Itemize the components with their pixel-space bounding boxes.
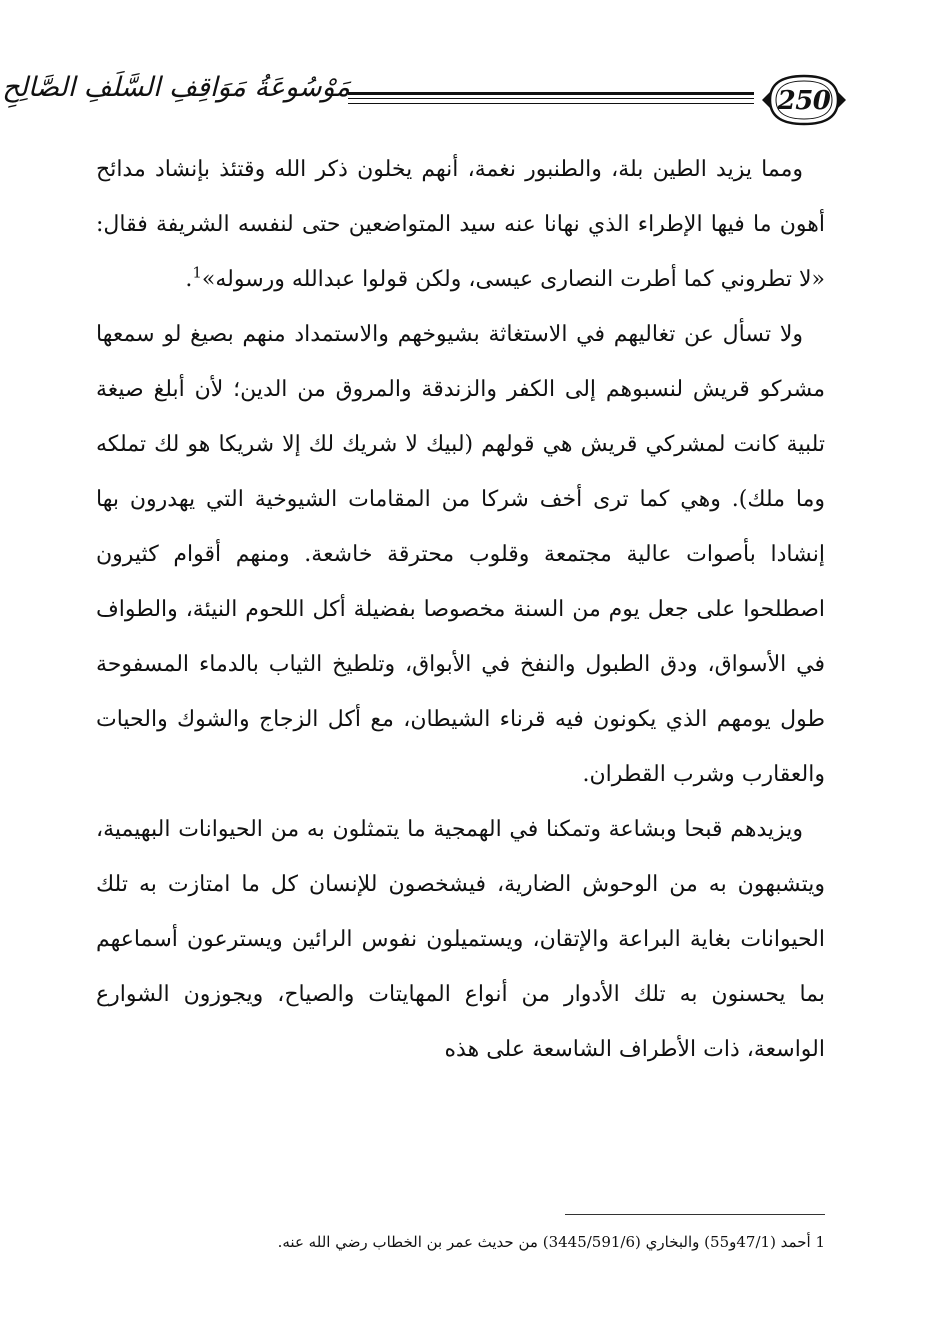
main-text	[96, 142, 825, 1077]
footnote-reference[interactable]: 1	[192, 263, 202, 282]
paragraph-1	[96, 142, 825, 307]
header-rule	[348, 92, 754, 104]
paragraph-2-text: ولا تسأل عن تغاليهم في الاستغاثة بشيوخهم والاستمداد منهم بصيغ لو سمعها مشركو قريش لنسبوهم إلى الكفر والزندقة والمروق من الدين؛ لأن أبلغ صيغة تلبية كانت لمشركي قريش هي قولهم (لبيك لا شريك لك إلا شريكا هو لك تملكه وما ملك). وهي كما ترى أخف شركا من المقامات الشيوخية التي يهدرون بها إنشادا بأصوات عالية مجتمعة وقلوب محترقة خاشعة. ومنهم أقوام كثيرون اصطلحوا على جعل يوم من السنة مخصوصا بفضيلة أكل اللحوم النيئة، والطواف في الأسواق، ودق الطبول والنفخ في الأبواق، وتلطيخ الثياب بالدماء المسفوحة طول يومهم الذي يكونون فيه قرناء الشيطان، مع أكل الزجاج والشوك والحيات والعقارب وشرب القطران.	[96, 322, 825, 787]
page-header	[2, 70, 850, 140]
paragraph-1-end: .	[185, 267, 193, 292]
footnote-mark: 1	[815, 1233, 825, 1251]
paragraph-1-text: ومما يزيد الطين بلة، والطنبور نغمة، أنهم يخلون ذكر الله وقتئذ بإنشاد مدائح أهون ما فيها الإطراء الذي نهانا عنه سيد المتواضعين حتى لنفسه الشريفة فقال: «لا تطروني كما أطرت النصارى عيسى، ولكن قولوا عبدالله ورسوله»	[96, 157, 825, 292]
paragraph-3-text: ويزيدهم قبحا وبشاعة وتمكنا في الهمجية ما يتمثلون به من الحيوانات البهيمية، ويتشبهون به من الوحوش الضارية، فيشخصون للإنسان كل ما امتازت به تلك الحيوانات بغاية البراعة والإتقان، ويستميلون نفوس الرائين ويسترعون أسماعهم بما يحسنون به تلك الأدوار من أنواع المهايتات والصياح، ويجوزون الشوارع الواسعة، ذات الأطراف الشاسعة على هذه	[96, 817, 825, 1062]
page-number: 250	[777, 86, 831, 116]
paragraph-2	[96, 307, 825, 802]
paragraph-3	[96, 802, 825, 1077]
footnote-text: أحمد (47/1و55) والبخاري (3445/591/6) من حديث عمر بن الخطاب رضي الله عنه.	[277, 1233, 811, 1251]
footnote-separator	[565, 1214, 825, 1215]
footnote	[96, 1230, 825, 1254]
page-number-badge	[758, 72, 850, 128]
book-title: مَوْسُوعَةُ مَوَاقِفِ السَّلَفِ الصَّالِحِ	[2, 72, 350, 103]
